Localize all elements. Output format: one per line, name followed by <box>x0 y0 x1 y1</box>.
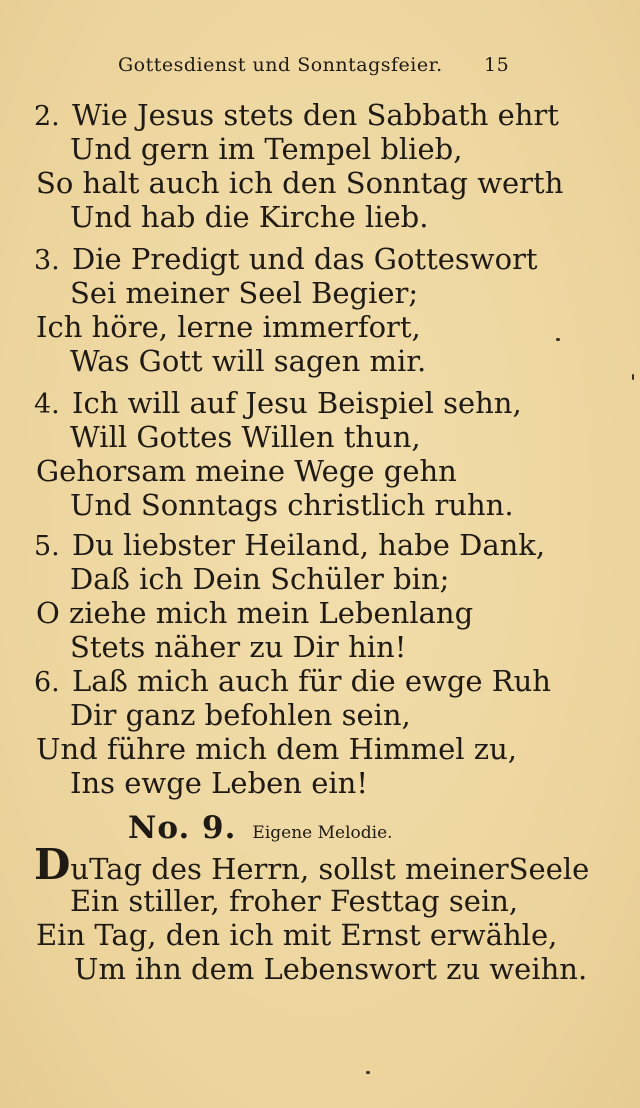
verse-number: 5. <box>34 531 60 562</box>
paper-speck <box>556 338 560 341</box>
hymn-number: No. 9. <box>128 810 237 846</box>
page-number: 15 <box>484 54 510 76</box>
paper-speck <box>366 1071 370 1074</box>
hymn-line: Um ihn dem Lebenswort zu weihn. <box>74 952 588 986</box>
verse-line: Und hab die Kirche lieb. <box>70 200 429 234</box>
verse-line: Will Gottes Willen thun, <box>70 420 421 454</box>
verse-line: Und gern im Tempel blieb, <box>70 132 463 166</box>
hymn-heading <box>128 810 393 846</box>
melody-note: Eigene Melodie. <box>252 823 393 843</box>
verse-line: Stets näher zu Dir hin! <box>70 630 407 664</box>
hymn-line: Ein Tag, den ich mit Ernst erwähle, <box>36 918 558 952</box>
verse-line: Ins ewge Leben ein! <box>70 766 368 800</box>
verse-line: O ziehe mich mein Lebenlang <box>36 596 474 630</box>
verse-line: Laß mich auch für die ewge Ruh <box>72 664 551 698</box>
verse-line: Du liebster Heiland, habe Dank, <box>72 528 546 562</box>
verse-line: So halt auch ich den Sonntag werth <box>36 166 564 200</box>
verse-number: 3. <box>34 245 60 276</box>
running-title: Gottesdienst und Sonntagsfeier. <box>118 54 443 76</box>
verse-line: Sei meiner Seel Begier; <box>70 276 419 310</box>
verse-line: Gehorsam meine Wege gehn <box>36 454 457 488</box>
verse-line: Die Predigt und das Gotteswort <box>72 242 538 276</box>
paper-speck <box>632 374 634 380</box>
verse-line: Was Gott will sagen mir. <box>70 344 427 378</box>
verse-line: Und Sonntags christlich ruhn. <box>70 488 514 522</box>
running-header <box>0 52 640 82</box>
verse-number: 4. <box>34 389 60 420</box>
drop-cap: D <box>34 840 71 889</box>
verse-number: 2. <box>34 101 60 132</box>
verse-line: Wie Jesus stets den Sabbath ehrt <box>72 98 559 132</box>
verse-line: Ich will auf Jesu Beispiel sehn, <box>72 386 522 420</box>
verse-line: Dir ganz befohlen sein, <box>70 698 411 732</box>
verse-line: Daß ich Dein Schüler bin; <box>70 562 450 596</box>
verse-line: Und führe mich dem Himmel zu, <box>36 732 517 766</box>
hymn-line: Ein stiller, froher Festtag sein, <box>70 884 519 918</box>
verse-line: Ich höre, lerne immerfort, <box>36 310 421 344</box>
hymn-line: uTag des Herrn, sollst meinerSeele <box>70 852 590 886</box>
verse-number: 6. <box>34 667 60 698</box>
